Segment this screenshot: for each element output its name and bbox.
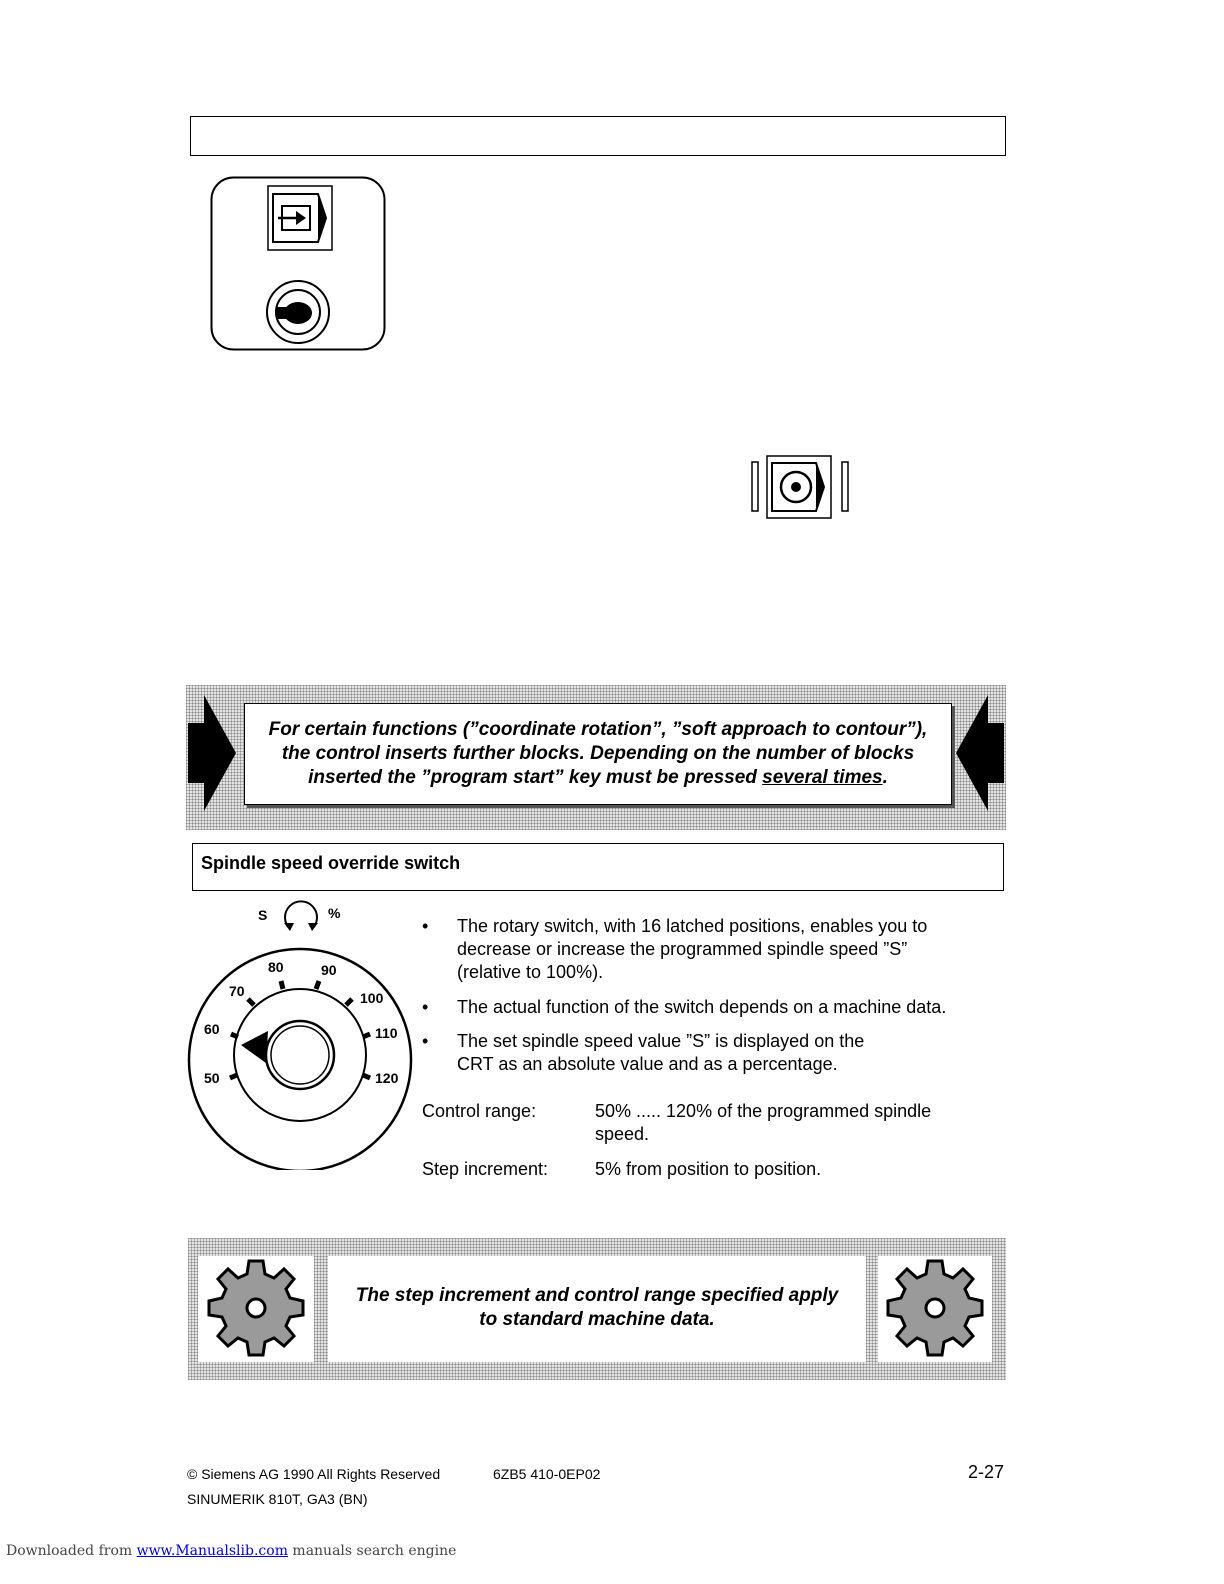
bullet-marker: • (422, 1031, 429, 1051)
note1-line1: For certain functions (”coordinate rotation”, ”soft approach to contour”), (268, 719, 928, 740)
dial-scale-100: 100 (360, 990, 384, 1006)
note2-text-panel (328, 1256, 866, 1362)
bullet-1-line1: The rotary switch, with 16 latched positions, enables you to (457, 916, 928, 936)
header-box (190, 116, 1006, 156)
cycle-start-key-icon (750, 455, 850, 520)
gear-panel-left (198, 1256, 314, 1362)
keyswitch-icon (267, 281, 329, 343)
footer-order-number: 6ZB5 410-0EP02 (493, 1466, 601, 1482)
bullet-2-line1: The actual function of the switch depends on a machine data. (457, 997, 947, 1017)
bullet-marker: • (422, 997, 429, 1017)
dial-scale-110: 110 (375, 1025, 398, 1041)
manualslib-link[interactable]: www.Manualslib.com (136, 1543, 288, 1559)
arrow-right-icon (186, 693, 238, 813)
note1-line2: the control inserts further blocks. Depending on the number of blocks (281, 743, 915, 764)
gear-panel-right (878, 1256, 992, 1362)
dial-label-s: S (258, 907, 268, 923)
bullet-3-line2: CRT as an absolute value and as a percentage. (457, 1054, 838, 1074)
dial-scale-70: 70 (229, 983, 245, 999)
bullet-item (422, 1030, 992, 1078)
dial-scale-50: 50 (204, 1070, 220, 1086)
bullet-3-line1: The set spindle speed value ”S” is displayed on the (457, 1031, 865, 1051)
bullet-1-line2: decrease or increase the programmed spindle speed ”S” (457, 939, 908, 959)
section-heading-box (192, 843, 1004, 891)
spec-step-increment-value: 5% from position to position. (595, 1159, 822, 1179)
dial-scale-60: 60 (204, 1021, 220, 1037)
bullet-marker: • (422, 916, 429, 936)
spindle-override-dial (186, 895, 416, 1170)
arrow-left-icon (954, 693, 1006, 813)
section-title: Spindle speed override switch (201, 853, 461, 873)
note-box-program-start (186, 685, 1006, 830)
spec-control-range-label: Control range: (422, 1101, 537, 1121)
note2-line2: to standard machine data. (479, 1309, 715, 1330)
control-panel-illustration (210, 176, 386, 351)
gear-icon (198, 1256, 314, 1362)
footer-copyright: © Siemens AG 1990 All Rights Reserved (187, 1466, 441, 1482)
footer-product: SINUMERIK 810T, GA3 (BN) (187, 1491, 368, 1507)
emphasis-several-times: several times (762, 767, 883, 788)
spec-control-range-value: 50% ..... 120% of the programmed spindle speed. (595, 1101, 932, 1144)
rotation-arrow-icon (284, 901, 318, 931)
download-attribution: Downloaded from www.Manualslib.com manuals search engine (6, 1543, 457, 1559)
dial-scale-120: 120 (375, 1070, 399, 1086)
bullet-item (422, 996, 992, 1020)
spec-step-increment-label: Step increment: (422, 1159, 549, 1179)
page-number: 2-27 (968, 1462, 1005, 1482)
dial-scale-90: 90 (321, 962, 337, 978)
program-input-key-icon (268, 186, 332, 250)
gear-icon (878, 1256, 992, 1362)
dial-label-percent: % (328, 905, 341, 921)
dial-scale-80: 80 (268, 959, 284, 975)
note1-line3: inserted the ”program start” key must be pressed several times. (308, 767, 888, 788)
bullet-item (422, 915, 992, 985)
note2-line1: The step increment and control range specified apply (355, 1285, 839, 1306)
bullet-1-line3: (relative to 100%). (457, 962, 604, 982)
note-box-machine-data (188, 1238, 1006, 1380)
note-inner-box (244, 703, 952, 805)
